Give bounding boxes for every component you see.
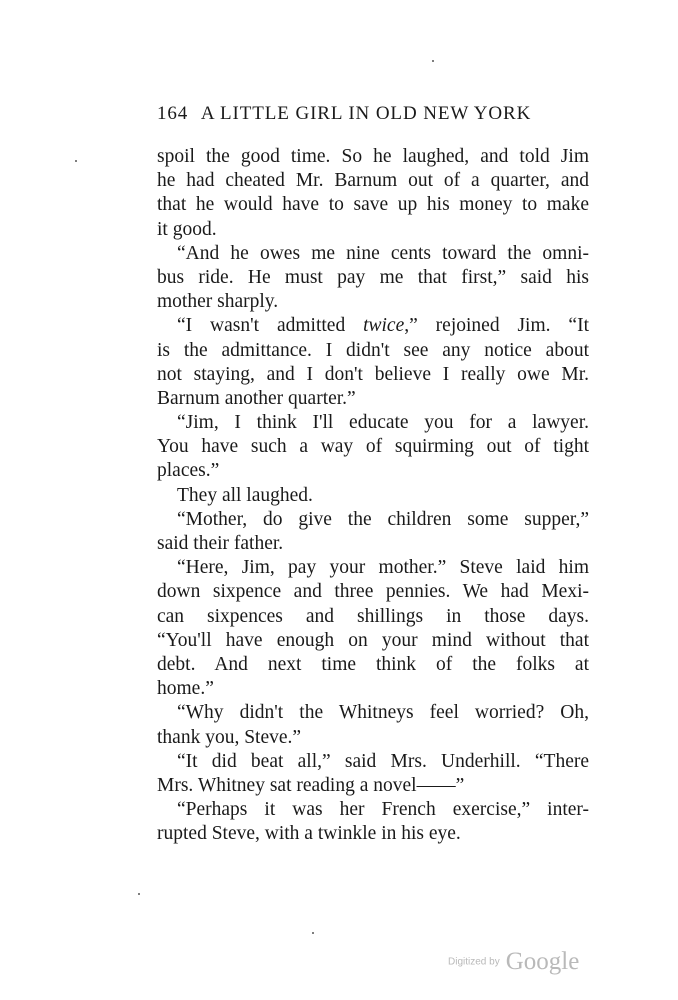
line-text: spoil the good time. So he laughed, and told Jim [157, 146, 589, 167]
text-line [157, 435, 589, 459]
line-text: “Why didn't the Whitneys feel worried? Oh, [177, 702, 589, 724]
line-text: said their father. [157, 533, 284, 554]
text-line [157, 798, 589, 822]
line-text: debt. And next time think of the folks at [157, 653, 589, 675]
digitized-watermark [448, 948, 579, 976]
google-logo: Google [505, 948, 580, 975]
text-line [157, 701, 589, 725]
text-line [157, 677, 589, 701]
text-line [157, 266, 589, 290]
line-text: not staying, and I don't believe I really owe Mr. [157, 363, 589, 385]
text-line [157, 726, 589, 750]
line-text: “I wasn't admitted [177, 315, 364, 337]
line-text: it good. [157, 218, 217, 240]
line-text: rupted Steve, with a twinkle in his eye. [157, 823, 461, 845]
text-line [157, 532, 589, 556]
line-text: can sixpences and shillings in those days. [157, 605, 589, 627]
line-text: They all laughed. [177, 484, 313, 506]
text-line [157, 508, 589, 532]
text-line [157, 218, 589, 242]
line-text: Barnum another quarter.” [157, 387, 356, 409]
line-text: “Jim, I think I'll educate you for a lawyer. [177, 412, 589, 434]
text-line [157, 556, 589, 580]
scan-speck [75, 160, 77, 162]
text-line [157, 822, 589, 846]
text-line [157, 363, 589, 387]
line-text: ,” rejoined Jim. “It [404, 315, 589, 337]
page-number: 164 [157, 103, 189, 124]
text-line [157, 750, 589, 774]
line-text: Mrs. Whitney sat reading a novel——” [157, 774, 465, 796]
line-text: “It did beat all,” said Mrs. Underhill. “There [177, 750, 589, 772]
line-text: mother sharply. [157, 291, 279, 313]
line-text: places.” [157, 460, 220, 482]
body-text [157, 145, 589, 846]
line-text: “Perhaps it was her French exercise,” inter- [177, 799, 589, 821]
text-line [157, 169, 589, 193]
scan-speck [138, 893, 140, 895]
line-text: “Mother, do give the children some supper,” [177, 508, 589, 530]
text-line [157, 484, 589, 508]
text-line [157, 605, 589, 629]
text-line [157, 193, 589, 217]
text-line [157, 774, 589, 798]
text-line [157, 242, 589, 266]
line-text: is the admittance. I didn't see any notice about [157, 339, 589, 361]
text-line [157, 580, 589, 604]
line-text: You have such a way of squirming out of tight [157, 436, 589, 458]
line-text: home.” [157, 678, 214, 700]
line-text: “And he owes me nine cents toward the omni- [177, 242, 589, 264]
line-text: “You'll have enough on your mind without that [157, 629, 589, 651]
line-text: that he would have to save up his money to make [157, 194, 589, 216]
line-text: down sixpence and three pennies. We had Mexi- [157, 581, 589, 603]
text-line [157, 290, 589, 314]
running-title: A LITTLE GIRL IN OLD NEW YORK [200, 103, 532, 124]
text-line [157, 314, 589, 338]
text-line [157, 411, 589, 435]
running-head [157, 103, 589, 125]
text-line [157, 459, 589, 483]
text-line [157, 145, 589, 169]
scan-speck [312, 932, 314, 934]
line-text: “Here, Jim, pay your mother.” Steve laid him [177, 557, 589, 579]
line-text: he had cheated Mr. Barnum out of a quarter, and [157, 170, 589, 192]
text-line [157, 387, 589, 411]
digitized-by-text: Digitized by [448, 956, 500, 968]
text-line [157, 629, 589, 653]
text-line [157, 653, 589, 677]
scan-speck [432, 60, 434, 62]
line-text: thank you, Steve.” [157, 726, 302, 748]
line-text: bus ride. He must pay me that first,” said his [157, 266, 589, 288]
italic-word: twice [363, 315, 405, 337]
text-line [157, 339, 589, 363]
